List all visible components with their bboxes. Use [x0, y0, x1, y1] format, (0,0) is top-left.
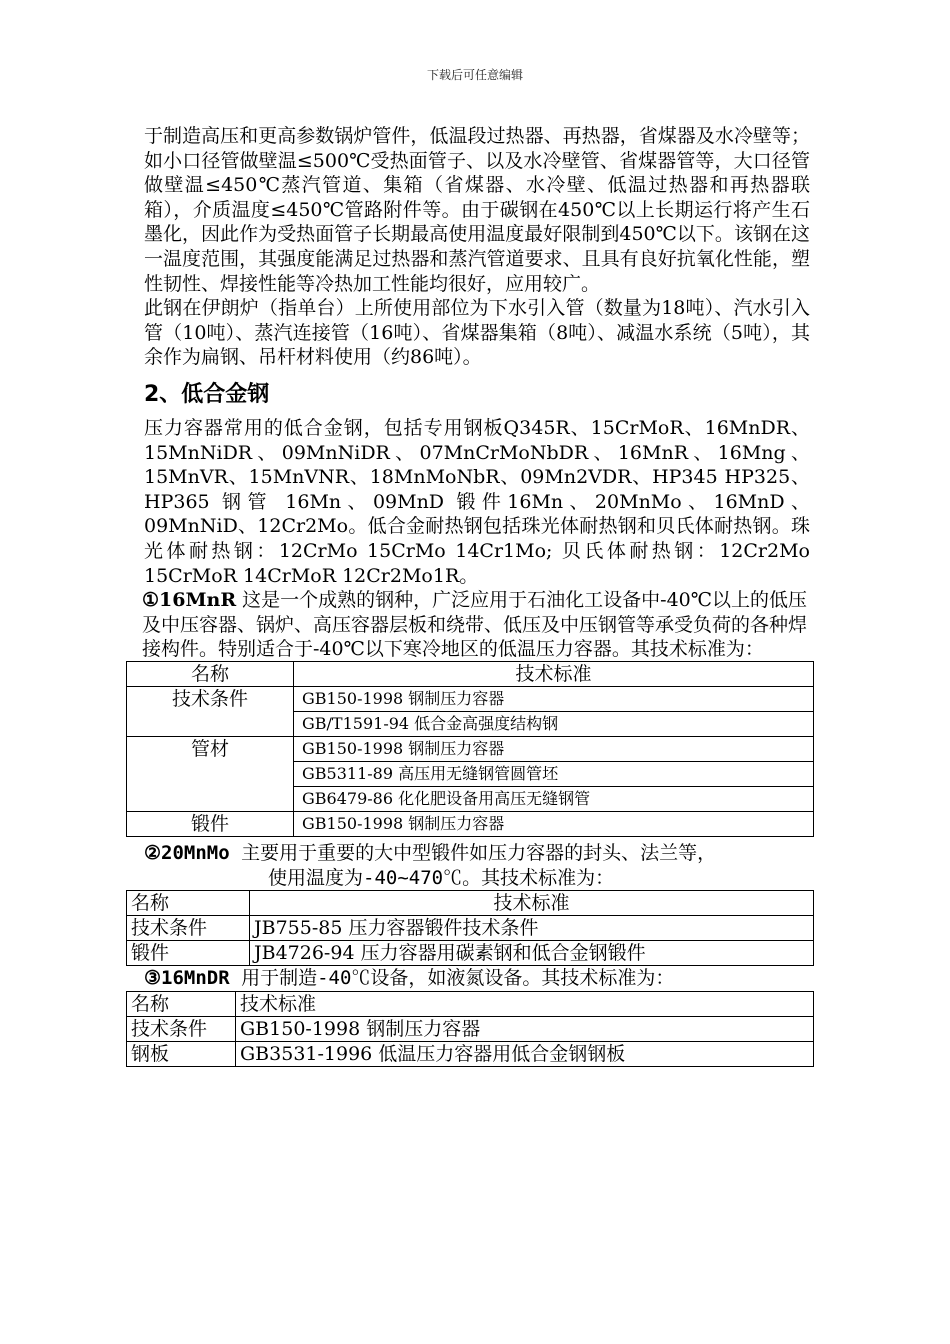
row-standard: JB755-85 压力容器锻件技术条件 — [250, 916, 814, 941]
standard-cell: GB150-1998 钢制压力容器 — [294, 737, 814, 762]
standard-cell: GB5311-89 高压用无缝钢管圆管坯 — [294, 762, 814, 787]
col-header-name: 名称 — [127, 662, 294, 687]
item-label: ①16MnR — [142, 589, 237, 612]
item-text: 这是一个成熟的钢种，广泛应用于石油化工设备中-40℃以上的低压及中压容器、锅炉、高压容器层板和绕带、低压及中压钢管等承受负荷的各种焊接构件。特别适合于-40℃以下寒冷地区的低温压力容器。其技术标准为： — [142, 589, 808, 660]
group-name: 技术条件 — [127, 687, 294, 737]
item-label: ②20MnMo — [144, 842, 230, 865]
row-name: 钢板 — [127, 1041, 236, 1066]
row-standard: GB150-1998 钢制压力容器 — [236, 1016, 814, 1041]
item-text: 用于制造-40℃设备，如液氮设备。其技术标准为： — [229, 967, 675, 990]
row-standard: JB4726-94 压力容器用碳素钢和低合金钢锻件 — [250, 941, 814, 966]
item-text: 主要用于重要的大中型锻件如压力容器的封头、法兰等， — [229, 842, 717, 865]
item-16mnr — [142, 588, 810, 661]
row-name: 锻件 — [127, 941, 250, 966]
page-header: 下载后可任意编辑 — [426, 68, 523, 82]
row-standard: GB3531-1996 低温压力容器用低合金钢钢板 — [236, 1041, 814, 1066]
row-name: 技术条件 — [127, 1016, 236, 1041]
standard-cell: GB150-1998 钢制压力容器 — [294, 687, 814, 712]
item-text-cont: 使用温度为-40~470℃。其技术标准为： — [268, 866, 615, 889]
intro-paragraph-1: 于制造高压和更高参数锅炉管件，低温段过热器、再热器，省煤器及水冷壁等；如小口径管做壁温≤500℃受热面管子、以及水冷壁管、省煤器管等，大口径管做壁温≤450℃蒸汽管道、集箱（省煤器、水冷壁、低温过热器和再热器联箱），介质温度≤450℃管路附件等。由于碳钢在450℃以上长期运行将产生石墨化，因此作为受热面管子长期最高使用温度最好限制到450℃以下。该钢在这一温度范围，其强度能满足过热器和蒸汽管道要求、且具有良好抗氧化性能，塑性韧性、焊接性能等冷热加工性能均很好，应用较广。 — [144, 125, 810, 295]
document-body — [131, 124, 810, 1067]
section-heading: 2、低合金钢 — [144, 381, 270, 407]
row-name: 技术条件 — [127, 916, 250, 941]
standard-cell: GB6479-86 化化肥设备用高压无缝钢管 — [294, 787, 814, 812]
col-header-standard: 技术标准 — [294, 662, 814, 687]
group-name: 管材 — [127, 737, 294, 812]
standards-table-16mndr — [126, 991, 814, 1067]
standards-table-16mnr — [126, 661, 814, 837]
item-16mndr — [144, 966, 810, 990]
standards-table-20mnmo — [126, 890, 814, 966]
col-header-standard: 技术标准 — [250, 891, 814, 916]
section-paragraph: 压力容器常用的低合金钢，包括专用钢板Q345R、15CrMoR、16MnDR、15MnNiDR、09MnNiDR、07MnCrMoNbDR、16MnR、16Mng、15MnVR、15MnVNR、18MnMoNbR、09Mn2VDR、HP345 HP325、HP365 钢管 16Mn、09MnD 锻件16Mn、20MnMo、16MnD、09MnNiD、12Cr2Mo。低合金耐热钢包括珠光体耐热钢和贝氏体耐热钢。珠光体耐热钢：12CrMo 15CrMo 14Cr1Mo; 贝氏体耐热钢：12Cr2Mo 15CrMoR 14CrMoR 12Cr2Mo1R。 — [144, 416, 810, 587]
item-label: ③16MnDR — [144, 967, 230, 990]
standard-cell: GB150-1998 钢制压力容器 — [294, 812, 814, 837]
item-20mnmo — [144, 841, 810, 890]
col-header-name: 名称 — [127, 891, 250, 916]
col-header-standard: 技术标准 — [236, 991, 814, 1016]
col-header-name: 名称 — [127, 991, 236, 1016]
intro-paragraph-2: 此钢在伊朗炉（指单台）上所使用部位为下水引入管（数量为18吨）、汽水引入管（10吨）、蒸汽连接管（16吨）、省煤器集箱（8吨）、减温水系统（5吨），其余作为扁钢、吊杆材料使用（约86吨）。 — [144, 297, 810, 369]
standard-cell: GB/T1591-94 低合金高强度结构钢 — [294, 712, 814, 737]
group-name: 锻件 — [127, 812, 294, 837]
